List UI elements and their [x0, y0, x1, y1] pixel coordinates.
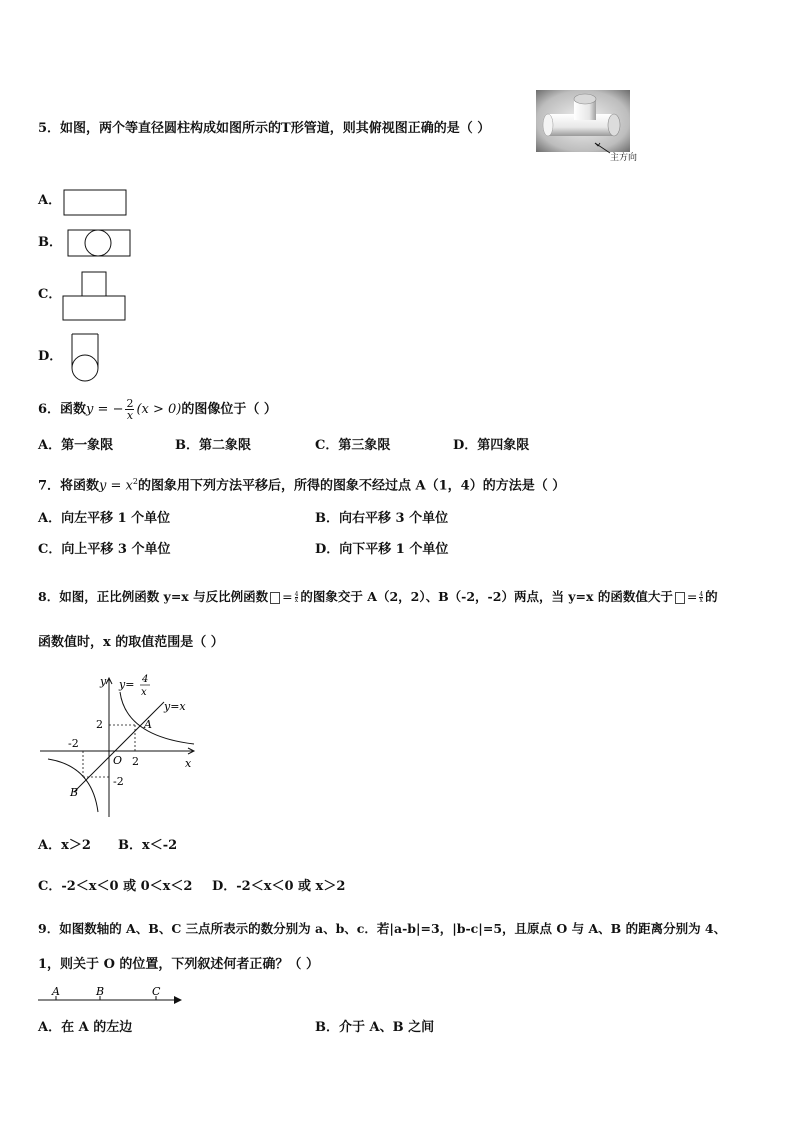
missing-glyph-box: [270, 592, 280, 604]
q7-option-d[interactable]: D．向下平移 1 个单位: [315, 542, 449, 557]
q9-stem-line2: 1，则关于 O 的位置，下列叙述何者正确？（ ）: [38, 957, 319, 972]
q9-option-b[interactable]: B．介于 A、B 之间: [315, 1020, 435, 1035]
q6-stem: 6．函数y = − $\frac{2}{x}$ (x > 0)的图像位于（ ）: [38, 397, 277, 422]
q5-photo-label: 主方向: [610, 153, 638, 163]
q8-stem-line2: 函数值时，x 的取值范围是（ ）: [38, 635, 224, 650]
q5-option-b[interactable]: B．: [38, 235, 62, 250]
q8-tiny-fraction-2: $\frac{4}{x}$: [699, 591, 704, 604]
tick-y-pos: 2: [96, 718, 103, 731]
point-b-label: B: [70, 786, 79, 799]
q5-option-d[interactable]: D．: [38, 349, 63, 364]
q6-fraction: $\frac{2}{x}$: [126, 397, 134, 422]
q6-option-b[interactable]: B．第二象限: [175, 438, 251, 453]
tick-y-neg: -2: [113, 775, 124, 788]
point-b-label: B: [96, 985, 105, 998]
q7-option-c[interactable]: C．向上平移 3 个单位: [38, 542, 171, 557]
missing-glyph-box-2: [675, 592, 685, 604]
q9-number-line: [36, 984, 186, 1012]
point-a-label: A: [144, 718, 152, 731]
q5-figure-a: [62, 188, 128, 216]
q7-option-b[interactable]: B．向右平移 3 个单位: [315, 511, 449, 526]
q5-option-a[interactable]: A．: [38, 193, 62, 208]
tick-x-pos: 2: [132, 755, 139, 768]
q5-figure-b: [66, 228, 132, 258]
q6-option-c[interactable]: C．第三象限: [315, 438, 391, 453]
q8-option-a[interactable]: A．x＞2: [38, 838, 91, 853]
q5-text: 5．如图，两个等直径圆柱构成如图所示的T形管道，则其俯视图正确的是（ ）: [38, 121, 491, 136]
q7-option-a[interactable]: A．向左平移 1 个单位: [38, 511, 171, 526]
number-line-arrow: [174, 996, 182, 1004]
hyperbola-label: y=: [119, 678, 135, 691]
q8-graph: [34, 672, 204, 822]
x-axis-label: x: [185, 757, 192, 770]
q8-option-c[interactable]: C．-2＜x＜0 或 0＜x＜2: [38, 879, 193, 894]
q7-stem: 7．将函数$y = x^2$的图象用下列方法平移后，所得的图象不经过点 A（1，4）的方法是（ ）: [38, 477, 566, 494]
q9-option-a[interactable]: A．在 A 的左边: [38, 1020, 133, 1035]
hyperbola-num: 4: [142, 674, 149, 685]
q8-option-d[interactable]: D．-2＜x＜0 或 x＞2: [212, 879, 346, 894]
point-c-label: C: [152, 985, 161, 998]
y-axis-label: y: [100, 675, 107, 688]
q5-figure-d: [69, 332, 101, 384]
q8-option-b[interactable]: B．x＜-2: [118, 838, 178, 853]
q5-option-c[interactable]: C．: [38, 287, 62, 302]
hyperbola-den: x: [141, 687, 147, 698]
origin-label: O: [113, 754, 123, 767]
q8-stem-line1: 8．如图，正比例函数 y=x 与反比例函数 = $\frac{4}{x}$ 的图象交于 A（2，2）、B（-2，-2）两点，当 y=x 的函数值大于 = $\frac{4}{x}$ 的: [38, 589, 718, 604]
point-a-label: A: [52, 985, 60, 998]
line-label: y=x: [164, 700, 186, 713]
q5-stem: [38, 120, 490, 138]
q9-stem-line1: 9．如图数轴的 A、B、C 三点所表示的数分别为 a、b、c．若|a-b|=3，|b-c|=5，且原点 O 与 A、B 的距离分别为 4、: [38, 921, 727, 936]
tick-x-neg: -2: [68, 737, 79, 750]
q6-option-d[interactable]: D．第四象限: [453, 438, 530, 453]
q6-option-a[interactable]: A．第一象限: [38, 438, 114, 453]
q5-figure-c: [60, 270, 126, 322]
q8-tiny-fraction-1: $\frac{4}{x}$: [294, 591, 299, 604]
